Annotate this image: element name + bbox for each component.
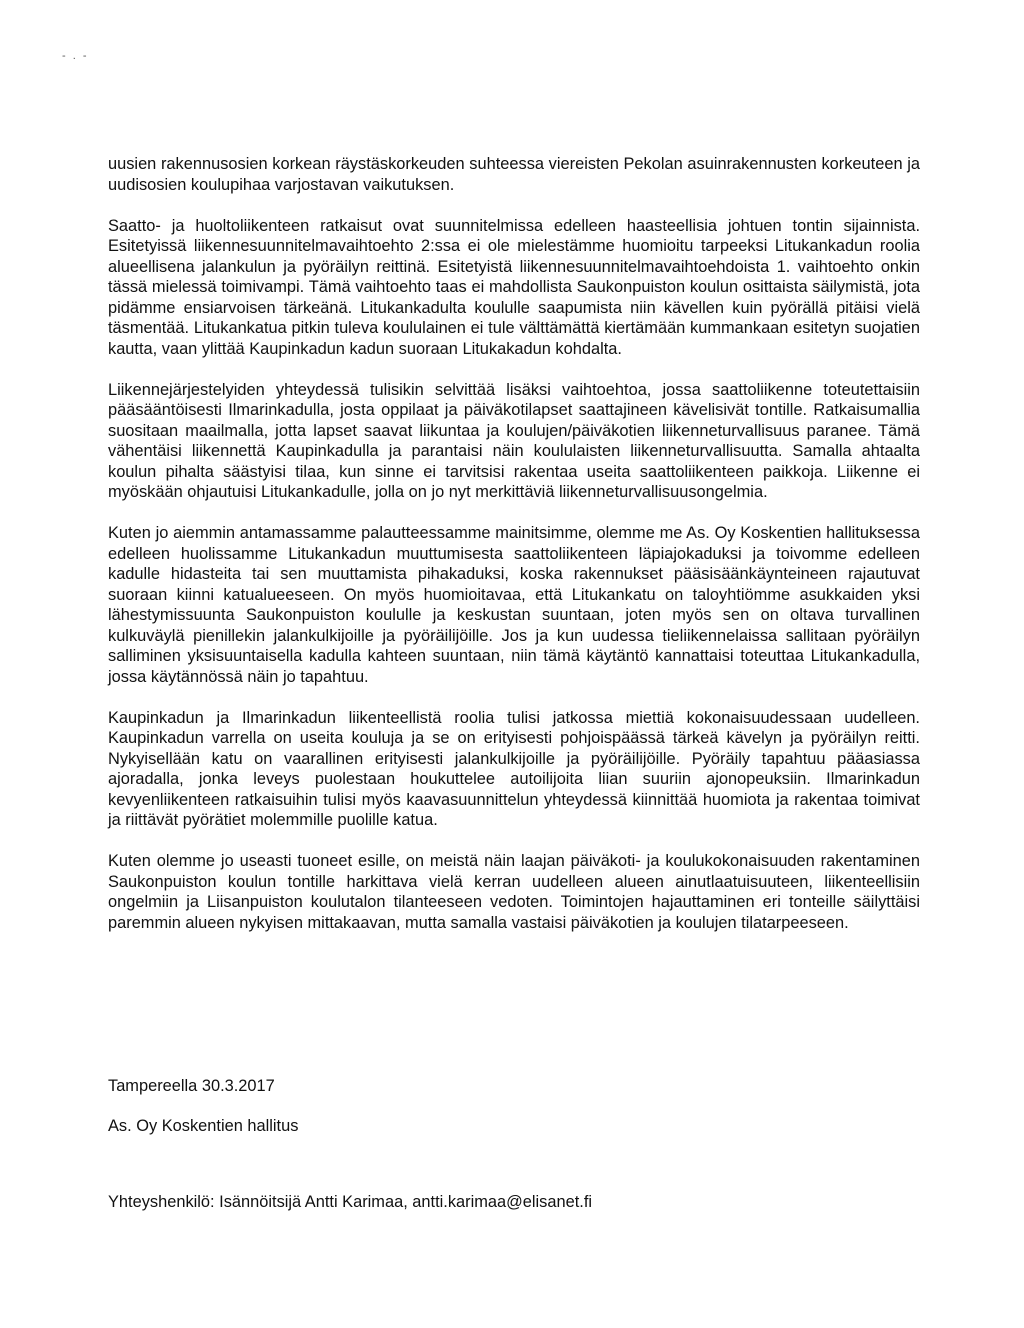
- paragraph-4: Kuten jo aiemmin antamassamme palautteessamme mainitsimme, olemme me As. Oy Koskentien hallituksessa edelleen huolissamme Litukankadun muuttumisesta saattoliikenteen läpiajokaduksi ja toivomme edelleen kadulle hidasteita tai sen muuttamista pihakaduksi, koska rakennukset pääsisäänkäynteineen rajautuvat suoraan kiinni katualueeseen. On myös huomioitavaa, että Litukankatu on taloyhtiömme asukkaiden yksi lähestymissuunta Saukonpuiston koululle ja keskustan suuntaan, joten myös sen on oltava turvallinen kulkuväylä pienillekin jalankulkijoille ja pyöräilijöille. Jos ja kun uudessa tieliikennelaissa sallitaan pyöräilyn salliminen yksisuuntaisella kadulla kahteen suuntaan, niin tämä käytäntö kannattaisi toteuttaa Litukankadulla, jossa käytännössä näin jo tapahtuu.: [108, 524, 920, 686]
- contact-line: Yhteyshenkilö: Isännöitsijä Antti Karimaa, antti.karimaa@elisanet.fi: [108, 1193, 593, 1211]
- paragraph-5: Kaupinkadun ja Ilmarinkadun liikenteellistä roolia tulisi jatkossa miettiä kokonaisuudessaan uudelleen. Kaupinkadun varrella on useita kouluja ja se on erityisesti pohjoispäässä tärkeä kävelyn ja pyöräilyn reitti. Nykyisellään katu on vaarallinen erityisesti jalankulkijoille ja pyöräilijöille. Pyöräily tapahtuu pääasiassa ajoradalla, jonka leveys puolestaan houkuttelee autoilijoita liian suuriin ajonopeuksiin. Ilmarinkadun kevyenliikenteen ratkaisuihin tulisi myös kaavasuunnittelun yhteydessä kiinnittää huomiota ja rakentaa toimivat ja riittävät pyörätiet molemmille puolille katua.: [108, 708, 920, 829]
- paragraph-1: uusien rakennusosien korkean räystäskorkeuden suhteessa viereisten Pekolan asuinrakennusten korkeuteen ja uudisosien koulupihaa varjostavan vaikutuksen.: [108, 155, 920, 194]
- scan-artifact: - . -: [62, 50, 89, 62]
- paragraph-3: Liikennejärjestelyiden yhteydessä tulisikin selvittää lisäksi vaihtoehtoa, jossa saattoliikenne toteutettaisiin pääsääntöisesti Ilmarinkadulla, josta oppilaat ja päiväkotilapset saattajineen kävelisivät tontille. Ratkaisumallia suositaan maailmalla, jotta lapset saavat liikuntaa ja koulujen/päiväkotien liikenneturvallisuus paranee. Tämä vähentäisi liikennettä Kaupinkadulla ja parantaisi näin koululaisten liikenneturvallisuutta. Samalla ahtaalta koulun pihalta säästyisi tilaa, kun sinne ei tarvitsisi rakentaa useita saattoliikenteen paikkoja. Liikenne ei myöskään ohjautuisi Litukankadulle, jolla on jo nyt merkittäviä liikenneturvallisuusongelmia.: [108, 380, 920, 501]
- paragraph-6: Kuten olemme jo useasti tuoneet esille, on meistä näin laajan päiväkoti- ja koulukokonaisuuden rakentaminen Saukonpuiston koulun tontille harkittava vielä kerran uudelleen alueen ainutlaatuisuuteen, liikenteellisiin ongelmiin ja Liisanpuiston koulutalon tilanteeseen vedoten. Toimintojen hajauttaminen eri tonteille säilyttäisi paremmin alueen nykyisen mittakaavan, mutta samalla vastaisi päiväkotien ja koulujen tilatarpeeseen.: [108, 852, 920, 932]
- date-line: Tampereella 30.3.2017: [108, 1077, 275, 1095]
- letter-body: [108, 154, 920, 954]
- paragraph-2: Saatto- ja huoltoliikenteen ratkaisut ovat suunnitelmissa edelleen haasteellisia johtuen tontin sijainnista. Esitetyissä liikennesuunnitelmavaihtoehto 2:ssa ei ole mielestämme huomioitu tarpeeksi Litukankadun roolia alueellisena jalankulun ja pyöräilyn reittinä. Esitetyistä liikennesuunnitelmavaihtoehdoista 1. vaihtoehto onkin tässä mielessä toimivampi. Tämä vaihtoehto taas ei mahdollista Saukonpuiston koulun osittaista säilymistä, jota pidämme ensiarvoisen tärkeänä. Litukankadulta koululle saapumista niin kävellen kuin pyörällä pitäisi vielä täsmentää. Litukankatua pitkin tuleva koululainen ei tule välttämättä kiertämään kummankaan esitetyn suojatien kautta, vaan ylittää Kaupinkadun kadun suoraan Litukakadun kohdalta.: [108, 216, 920, 358]
- signer-line: As. Oy Koskentien hallitus: [108, 1117, 299, 1135]
